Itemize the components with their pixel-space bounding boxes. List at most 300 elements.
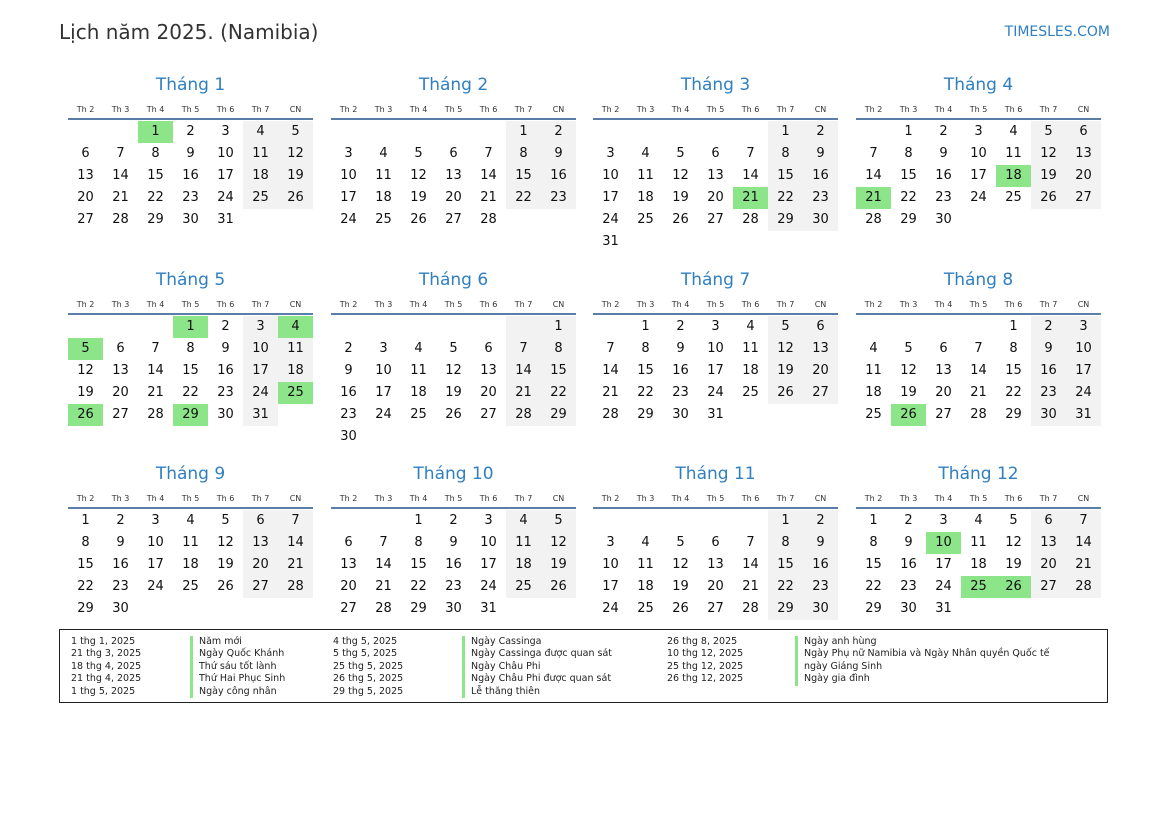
day-cell: 3 bbox=[221, 124, 230, 139]
day-cell: 10 bbox=[243, 338, 278, 360]
empty-cell bbox=[541, 209, 576, 231]
month-10 bbox=[331, 463, 576, 620]
legend-holiday-name: Ngày Phụ nữ Namibia và Ngày Nhân quyền Quốc tế bbox=[795, 648, 1050, 660]
weekday-label: Th 5 bbox=[181, 494, 200, 503]
day-cell: 19 bbox=[217, 557, 234, 572]
empty-cell bbox=[366, 510, 401, 532]
day-cell: 25 bbox=[637, 601, 654, 616]
day-cell: 7 bbox=[869, 146, 878, 161]
day-cell: 28 bbox=[970, 407, 987, 422]
week-row bbox=[856, 510, 1101, 532]
day-cell: 7 bbox=[484, 146, 493, 161]
day-cell: 12 bbox=[410, 168, 427, 183]
day-cell: 9 bbox=[803, 532, 838, 554]
day-cell: 5 bbox=[449, 341, 458, 356]
day-cell: 24 bbox=[707, 385, 724, 400]
weekday-label: Th 5 bbox=[706, 105, 725, 114]
day-cell: 20 bbox=[112, 385, 129, 400]
site-link[interactable]: TIMESLES.COM bbox=[1004, 24, 1110, 40]
day-cell: 10 bbox=[375, 363, 392, 378]
day-cell: 13 bbox=[1066, 143, 1101, 165]
empty-cell bbox=[733, 510, 768, 532]
week-row bbox=[68, 187, 313, 209]
month-title: Tháng 5 bbox=[155, 270, 226, 290]
weekday-label: Th 3 bbox=[111, 494, 130, 503]
day-cell: 6 bbox=[711, 535, 720, 550]
day-cell: 30 bbox=[445, 601, 462, 616]
empty-cell bbox=[278, 598, 313, 620]
weekday-label: Th 6 bbox=[1004, 300, 1023, 309]
day-cell: 9 bbox=[221, 341, 230, 356]
day-cell: 1 bbox=[506, 121, 541, 143]
weekday-label: Th 2 bbox=[601, 300, 620, 309]
day-cell: 14 bbox=[147, 363, 164, 378]
empty-cell bbox=[471, 426, 506, 448]
week-row bbox=[593, 382, 838, 404]
day-cell: 3 bbox=[484, 513, 493, 528]
day-cell: 23 bbox=[112, 579, 129, 594]
legend-date: 1 thg 5, 2025 bbox=[71, 685, 136, 697]
day-cell: 14 bbox=[602, 363, 619, 378]
weekday-label: Th 5 bbox=[444, 300, 463, 309]
day-cell: 7 bbox=[506, 338, 541, 360]
day-cell: 11 bbox=[375, 168, 392, 183]
day-cell: 15 bbox=[768, 165, 803, 187]
holiday-day-cell: 26 bbox=[996, 576, 1031, 598]
day-cell: 11 bbox=[278, 338, 313, 360]
day-cell: 20 bbox=[803, 360, 838, 382]
day-cell: 14 bbox=[970, 363, 987, 378]
day-cell: 5 bbox=[676, 535, 685, 550]
day-cell: 20 bbox=[1031, 554, 1066, 576]
day-cell: 13 bbox=[445, 168, 462, 183]
weekday-label: Th 2 bbox=[864, 105, 883, 114]
day-cell: 20 bbox=[243, 554, 278, 576]
empty-cell bbox=[331, 121, 366, 143]
day-cell: 2 bbox=[803, 121, 838, 143]
weekday-label: Th 7 bbox=[776, 105, 795, 114]
day-cell: 3 bbox=[243, 316, 278, 338]
day-cell: 24 bbox=[1066, 382, 1101, 404]
month-title: Tháng 8 bbox=[943, 270, 1014, 290]
day-cell: 24 bbox=[602, 601, 619, 616]
empty-cell bbox=[506, 598, 541, 620]
day-cell: 13 bbox=[935, 363, 952, 378]
day-cell: 23 bbox=[803, 187, 838, 209]
day-cell: 28 bbox=[1066, 576, 1101, 598]
weekday-label: Th 7 bbox=[1039, 300, 1058, 309]
empty-cell bbox=[663, 231, 698, 253]
day-cell: 11 bbox=[637, 168, 654, 183]
day-cell: 12 bbox=[217, 535, 234, 550]
month-title: Tháng 11 bbox=[675, 464, 756, 484]
day-cell: 7 bbox=[974, 341, 983, 356]
weekday-label: CN bbox=[289, 494, 302, 503]
day-cell: 27 bbox=[935, 407, 952, 422]
day-cell: 21 bbox=[147, 385, 164, 400]
day-cell: 9 bbox=[541, 143, 576, 165]
month-2 bbox=[331, 74, 576, 231]
day-cell: 16 bbox=[182, 168, 199, 183]
day-cell: 6 bbox=[81, 146, 90, 161]
holiday-day-cell: 25 bbox=[961, 576, 996, 598]
day-cell: 15 bbox=[637, 363, 654, 378]
day-cell: 14 bbox=[1066, 532, 1101, 554]
legend-date: 5 thg 5, 2025 bbox=[333, 648, 398, 660]
day-cell: 11 bbox=[970, 535, 987, 550]
week-row bbox=[593, 316, 838, 338]
weekday-label: Th 6 bbox=[741, 105, 760, 114]
weekday-label: Th 5 bbox=[969, 300, 988, 309]
day-cell: 3 bbox=[1066, 316, 1101, 338]
day-cell: 21 bbox=[1066, 554, 1101, 576]
week-row bbox=[593, 338, 838, 360]
day-cell: 31 bbox=[935, 601, 952, 616]
day-cell: 1 bbox=[904, 124, 913, 139]
day-cell: 15 bbox=[182, 363, 199, 378]
day-cell: 15 bbox=[410, 557, 427, 572]
empty-cell bbox=[331, 316, 366, 338]
day-cell: 25 bbox=[1005, 190, 1022, 205]
weekday-label: Th 7 bbox=[776, 494, 795, 503]
weekday-label: Th 2 bbox=[601, 105, 620, 114]
day-cell: 28 bbox=[865, 212, 882, 227]
month-11 bbox=[593, 463, 838, 620]
day-cell: 12 bbox=[900, 363, 917, 378]
weekday-label: Th 4 bbox=[409, 494, 428, 503]
day-cell: 24 bbox=[480, 579, 497, 594]
week-row bbox=[331, 187, 576, 209]
day-cell: 19 bbox=[445, 385, 462, 400]
day-cell: 1 bbox=[81, 513, 90, 528]
day-cell: 12 bbox=[1031, 143, 1066, 165]
legend-holiday-name: Ngày Châu Phi được quan sát bbox=[462, 673, 612, 685]
day-cell: 15 bbox=[506, 165, 541, 187]
day-cell: 15 bbox=[541, 360, 576, 382]
weekday-label: Th 4 bbox=[671, 494, 690, 503]
day-cell: 24 bbox=[243, 382, 278, 404]
day-cell: 12 bbox=[278, 143, 313, 165]
weekday-label: Th 4 bbox=[409, 300, 428, 309]
empty-cell bbox=[243, 209, 278, 231]
day-cell: 8 bbox=[541, 338, 576, 360]
day-cell: 30 bbox=[803, 598, 838, 620]
day-cell: 16 bbox=[935, 168, 952, 183]
day-cell: 16 bbox=[1031, 360, 1066, 382]
week-row bbox=[331, 554, 576, 576]
day-cell: 21 bbox=[480, 190, 497, 205]
empty-cell bbox=[593, 316, 628, 338]
day-cell: 15 bbox=[77, 557, 94, 572]
legend-dates-column bbox=[667, 636, 743, 686]
day-cell: 1 bbox=[768, 121, 803, 143]
weekday-label: Th 5 bbox=[181, 105, 200, 114]
empty-cell bbox=[891, 316, 926, 338]
day-cell: 27 bbox=[1031, 576, 1066, 598]
empty-cell bbox=[103, 316, 138, 338]
day-cell: 5 bbox=[414, 146, 423, 161]
weekday-header bbox=[593, 491, 838, 507]
week-row bbox=[331, 382, 576, 404]
day-cell: 26 bbox=[410, 212, 427, 227]
day-cell: 25 bbox=[637, 212, 654, 227]
empty-cell bbox=[278, 209, 313, 231]
weekday-label: Th 2 bbox=[864, 494, 883, 503]
day-cell: 16 bbox=[672, 363, 689, 378]
legend-date: 26 thg 12, 2025 bbox=[667, 673, 744, 685]
legend-holiday-name: Năm mới bbox=[190, 636, 285, 648]
weekday-label: CN bbox=[814, 494, 827, 503]
month-divider bbox=[593, 118, 838, 120]
day-cell: 26 bbox=[672, 212, 689, 227]
day-cell: 1 bbox=[1009, 319, 1018, 334]
day-cell: 18 bbox=[637, 190, 654, 205]
month-title: Tháng 10 bbox=[413, 464, 494, 484]
day-cell: 3 bbox=[939, 513, 948, 528]
week-row bbox=[856, 360, 1101, 382]
month-divider bbox=[331, 313, 576, 315]
week-row bbox=[593, 404, 838, 426]
legend-dates-column bbox=[71, 636, 141, 698]
day-cell: 21 bbox=[278, 554, 313, 576]
day-cell: 12 bbox=[77, 363, 94, 378]
legend-holiday-name: Thứ sáu tốt lành bbox=[190, 661, 285, 673]
holiday-day-cell: 1 bbox=[138, 121, 173, 143]
legend-date: 25 thg 5, 2025 bbox=[333, 660, 404, 672]
day-cell: 14 bbox=[278, 532, 313, 554]
day-cell: 15 bbox=[900, 168, 917, 183]
day-cell: 19 bbox=[410, 190, 427, 205]
day-cell: 18 bbox=[637, 579, 654, 594]
day-cell: 30 bbox=[217, 407, 234, 422]
weekday-label: CN bbox=[1077, 105, 1090, 114]
holiday-day-cell: 4 bbox=[278, 316, 313, 338]
day-cell: 5 bbox=[768, 316, 803, 338]
day-cell: 9 bbox=[116, 535, 125, 550]
empty-cell bbox=[698, 121, 733, 143]
legend-date: 21 thg 4, 2025 bbox=[71, 673, 142, 685]
empty-cell bbox=[331, 510, 366, 532]
week-row bbox=[68, 404, 313, 426]
day-cell: 22 bbox=[182, 385, 199, 400]
day-cell: 14 bbox=[742, 168, 759, 183]
weekday-label: Th 5 bbox=[969, 494, 988, 503]
empty-cell bbox=[1066, 209, 1101, 231]
legend-date: 26 thg 8, 2025 bbox=[667, 636, 738, 647]
week-row bbox=[68, 121, 313, 143]
day-cell: 9 bbox=[676, 341, 685, 356]
day-cell: 7 bbox=[606, 341, 615, 356]
day-cell: 30 bbox=[803, 209, 838, 231]
weekday-header bbox=[856, 491, 1101, 507]
empty-cell bbox=[663, 121, 698, 143]
empty-cell bbox=[541, 598, 576, 620]
day-cell: 21 bbox=[112, 190, 129, 205]
weekday-label: Th 7 bbox=[514, 105, 533, 114]
weekday-label: Th 6 bbox=[479, 494, 498, 503]
day-cell: 20 bbox=[707, 190, 724, 205]
day-cell: 10 bbox=[217, 146, 234, 161]
empty-cell bbox=[506, 209, 541, 231]
legend-names-column bbox=[795, 636, 1050, 686]
day-cell: 22 bbox=[506, 187, 541, 209]
day-cell: 24 bbox=[217, 190, 234, 205]
day-cell: 22 bbox=[865, 579, 882, 594]
day-cell: 8 bbox=[151, 146, 160, 161]
day-cell: 26 bbox=[217, 579, 234, 594]
day-cell: 13 bbox=[77, 168, 94, 183]
day-cell: 26 bbox=[541, 576, 576, 598]
day-cell: 8 bbox=[904, 146, 913, 161]
weekday-label: Th 2 bbox=[601, 494, 620, 503]
empty-cell bbox=[173, 598, 208, 620]
day-cell: 4 bbox=[746, 319, 755, 334]
weekday-label: Th 5 bbox=[969, 105, 988, 114]
day-cell: 27 bbox=[243, 576, 278, 598]
day-cell: 27 bbox=[480, 407, 497, 422]
week-row bbox=[331, 121, 576, 143]
empty-cell bbox=[401, 121, 436, 143]
month-1 bbox=[68, 74, 313, 231]
week-row bbox=[856, 187, 1101, 209]
day-cell: 25 bbox=[865, 407, 882, 422]
week-row bbox=[856, 382, 1101, 404]
day-cell: 5 bbox=[221, 513, 230, 528]
day-cell: 27 bbox=[340, 601, 357, 616]
day-cell: 12 bbox=[672, 168, 689, 183]
day-cell: 5 bbox=[1009, 513, 1018, 528]
weekday-label: Th 4 bbox=[146, 300, 165, 309]
month-title: Tháng 7 bbox=[680, 270, 751, 290]
day-cell: 26 bbox=[768, 382, 803, 404]
day-cell: 12 bbox=[768, 338, 803, 360]
week-row bbox=[593, 532, 838, 554]
day-cell: 9 bbox=[344, 363, 353, 378]
month-divider bbox=[68, 313, 313, 315]
day-cell: 2 bbox=[904, 513, 913, 528]
day-cell: 17 bbox=[243, 360, 278, 382]
holiday-day-cell: 21 bbox=[856, 187, 891, 209]
week-row bbox=[593, 576, 838, 598]
day-cell: 29 bbox=[77, 601, 94, 616]
day-cell: 18 bbox=[182, 557, 199, 572]
day-cell: 27 bbox=[1066, 187, 1101, 209]
day-cell: 20 bbox=[340, 579, 357, 594]
empty-cell bbox=[698, 231, 733, 253]
day-cell: 12 bbox=[445, 363, 462, 378]
empty-cell bbox=[996, 598, 1031, 620]
week-row bbox=[68, 209, 313, 231]
day-cell: 5 bbox=[676, 146, 685, 161]
day-cell: 28 bbox=[112, 212, 129, 227]
weekday-label: Th 4 bbox=[146, 494, 165, 503]
empty-cell bbox=[138, 316, 173, 338]
day-cell: 11 bbox=[182, 535, 199, 550]
empty-cell bbox=[366, 316, 401, 338]
empty-cell bbox=[733, 404, 768, 426]
page-title: Lịch năm 2025. (Namibia) bbox=[59, 20, 319, 44]
week-row bbox=[856, 404, 1101, 426]
weekday-label: Th 6 bbox=[479, 300, 498, 309]
day-cell: 1 bbox=[768, 510, 803, 532]
day-cell: 16 bbox=[803, 554, 838, 576]
day-cell: 1 bbox=[869, 513, 878, 528]
day-cell: 22 bbox=[541, 382, 576, 404]
week-row bbox=[856, 576, 1101, 598]
day-cell: 11 bbox=[865, 363, 882, 378]
weekday-label: Th 7 bbox=[251, 494, 270, 503]
holiday-day-cell: 21 bbox=[733, 187, 768, 209]
week-row bbox=[68, 576, 313, 598]
empty-cell bbox=[698, 510, 733, 532]
day-cell: 28 bbox=[506, 404, 541, 426]
day-cell: 27 bbox=[803, 382, 838, 404]
empty-cell bbox=[856, 316, 891, 338]
day-cell: 6 bbox=[803, 316, 838, 338]
weekday-label: Th 3 bbox=[899, 105, 918, 114]
weekday-header bbox=[856, 297, 1101, 313]
day-cell: 24 bbox=[970, 190, 987, 205]
week-row bbox=[856, 165, 1101, 187]
month-7 bbox=[593, 269, 838, 426]
day-cell: 30 bbox=[182, 212, 199, 227]
weekday-label: Th 6 bbox=[1004, 105, 1023, 114]
week-row bbox=[68, 532, 313, 554]
week-row bbox=[331, 316, 576, 338]
empty-cell bbox=[961, 598, 996, 620]
week-row bbox=[331, 360, 576, 382]
weekday-label: Th 2 bbox=[864, 300, 883, 309]
week-row bbox=[68, 554, 313, 576]
empty-cell bbox=[436, 316, 471, 338]
weekday-header bbox=[331, 297, 576, 313]
weekday-label: Th 4 bbox=[146, 105, 165, 114]
day-cell: 13 bbox=[243, 532, 278, 554]
day-cell: 12 bbox=[1005, 535, 1022, 550]
day-cell: 10 bbox=[1066, 338, 1101, 360]
day-cell: 17 bbox=[147, 557, 164, 572]
week-row bbox=[593, 121, 838, 143]
day-cell: 23 bbox=[217, 385, 234, 400]
day-cell: 17 bbox=[1066, 360, 1101, 382]
empty-cell bbox=[1066, 598, 1101, 620]
week-row bbox=[331, 598, 576, 620]
legend-holiday-name: Ngày Quốc Khánh bbox=[190, 648, 285, 660]
day-cell: 16 bbox=[340, 385, 357, 400]
weekday-label: Th 4 bbox=[409, 105, 428, 114]
week-row bbox=[331, 532, 576, 554]
weekday-header bbox=[593, 297, 838, 313]
day-cell: 28 bbox=[742, 212, 759, 227]
day-cell: 23 bbox=[182, 190, 199, 205]
legend-date: 10 thg 12, 2025 bbox=[667, 648, 744, 660]
empty-cell bbox=[593, 510, 628, 532]
week-row bbox=[593, 165, 838, 187]
day-cell: 22 bbox=[637, 385, 654, 400]
day-cell: 31 bbox=[707, 407, 724, 422]
day-cell: 29 bbox=[900, 212, 917, 227]
day-cell: 26 bbox=[1031, 187, 1066, 209]
empty-cell bbox=[961, 316, 996, 338]
day-cell: 4 bbox=[506, 510, 541, 532]
weekday-label: Th 3 bbox=[899, 494, 918, 503]
weekday-label: Th 3 bbox=[374, 300, 393, 309]
day-cell: 14 bbox=[112, 168, 129, 183]
day-cell: 29 bbox=[147, 212, 164, 227]
month-divider bbox=[331, 507, 576, 509]
day-cell: 14 bbox=[865, 168, 882, 183]
day-cell: 6 bbox=[449, 146, 458, 161]
